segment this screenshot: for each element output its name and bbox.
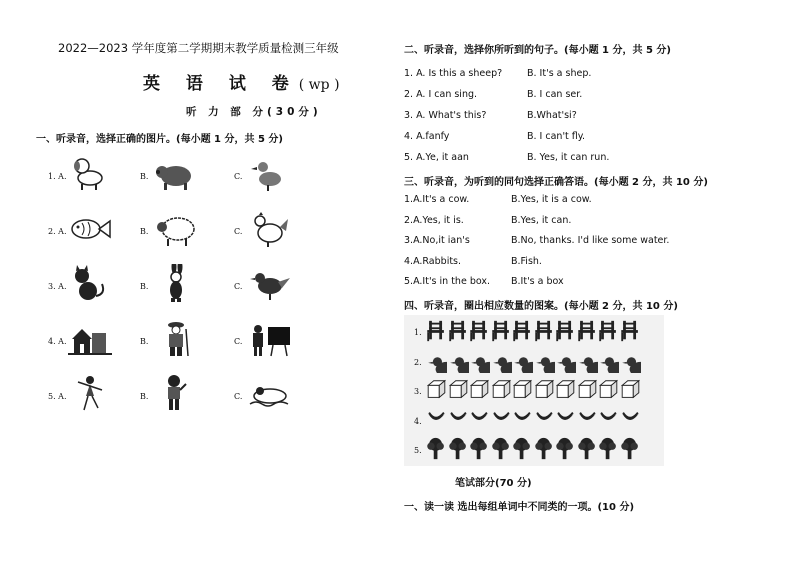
count-row [404,318,664,344]
option-label: 3. A. [48,282,67,291]
option-label: 5. A. [48,392,67,401]
bird-icon[interactable] [426,349,447,373]
section1-picture-grid [44,150,310,415]
option-b[interactable]: B. It's a shep. [527,68,592,79]
bird-icon[interactable] [598,349,619,373]
option-b[interactable]: B.It's a box [511,276,564,287]
answer-row [404,256,774,270]
teacher-icon[interactable] [248,319,292,359]
chair-icon[interactable] [512,319,533,343]
hen-icon[interactable] [248,209,292,249]
page-title [143,69,340,94]
section3-heading: 三、听录音，为听到的同句选择正确答语。(每小题 2 分，共 10 分) [404,177,708,188]
banana-icon[interactable] [534,408,555,432]
row-number: 3. [414,387,422,396]
box-icon[interactable] [555,378,576,402]
box-icon[interactable] [469,378,490,402]
option-label: B. [140,282,149,291]
tree-icon[interactable] [491,437,512,461]
answer-row [404,194,774,208]
section1-heading: 一、听录音，选择正确的图片。(每小题 1 分，共 5 分) [36,134,283,145]
bird-icon[interactable] [469,349,490,373]
option-a[interactable]: 5. A.Ye, it aan [404,152,469,163]
option-a[interactable]: 2. A. I can sing. [404,89,478,100]
rabbit-icon[interactable] [154,264,198,304]
option-a[interactable]: 3.A.No,it ian's [404,235,470,246]
tree-icon[interactable] [534,437,555,461]
option-a[interactable]: 4. A.fanfy [404,131,450,142]
option-label: C. [234,392,243,401]
bird-icon[interactable] [620,349,641,373]
exam-header: 2022—2023 学年度第二学期期末教学质量检测三年级 [58,41,339,55]
chair-icon[interactable] [598,319,619,343]
option-label: B. [140,227,149,236]
option-b[interactable]: B. Yes, it can run. [527,152,610,163]
title-text: 英 语 试 卷 [143,74,299,94]
section4-picture-panel [404,315,664,466]
tree-icon[interactable] [598,437,619,461]
banana-icon[interactable] [620,408,641,432]
option-label: B. [140,172,149,181]
bird-icon[interactable] [448,349,469,373]
option-label: B. [140,337,149,346]
tree-icon[interactable] [448,437,469,461]
box-icon[interactable] [577,378,598,402]
tree-icon[interactable] [426,437,447,461]
answer-row [404,215,774,229]
row-number: 4. [414,416,422,426]
chair-icon[interactable] [620,319,641,343]
banana-icon[interactable] [598,408,619,432]
fish-icon[interactable] [68,209,112,249]
chair-icon[interactable] [426,319,447,343]
option-a[interactable]: 3. A. What's this? [404,110,487,121]
section1-row [44,315,310,367]
option-label: 1. A. [48,172,67,181]
cat-icon[interactable] [68,264,112,304]
banana-icon[interactable] [555,408,576,432]
pig-icon[interactable] [154,154,198,194]
section1-row [44,370,310,422]
banana-icon[interactable] [491,408,512,432]
row-number: 2. [414,357,422,367]
title-suffix: ( wp ) [298,77,340,93]
tree-icon[interactable] [469,437,490,461]
dancer-icon[interactable] [68,374,112,414]
answer-row [404,68,774,82]
banana-icon[interactable] [469,408,490,432]
chair-icon[interactable] [534,319,555,343]
banana-icon[interactable] [512,408,533,432]
bird-icon[interactable] [534,349,555,373]
box-icon[interactable] [620,378,641,402]
answer-row [404,152,774,166]
banana-icon[interactable] [577,408,598,432]
banana-icon[interactable] [448,408,469,432]
tree-icon[interactable] [577,437,598,461]
chair-icon[interactable] [491,319,512,343]
option-label: C. [234,227,243,236]
tree-icon[interactable] [512,437,533,461]
bird-icon[interactable] [577,349,598,373]
option-label: C. [234,337,243,346]
option-b[interactable]: B.What'si? [527,110,577,121]
sheep-icon[interactable] [154,209,198,249]
tree-icon[interactable] [620,437,641,461]
farmer-icon[interactable] [154,319,198,359]
bird-icon[interactable] [248,264,292,304]
option-label: 2. A. [48,227,67,236]
option-a[interactable]: 1. A. Is this a sheep? [404,68,503,79]
option-label: C. [234,172,243,181]
box-icon[interactable] [512,378,533,402]
singer-icon[interactable] [154,374,198,414]
option-a[interactable]: 4.A.Rabbits. [404,255,462,267]
option-label: C. [234,282,243,291]
bird-icon[interactable] [491,349,512,373]
option-label: 4. A. [48,337,67,346]
bird-icon[interactable] [512,349,533,373]
box-icon[interactable] [448,378,469,402]
chair-icon[interactable] [469,319,490,343]
listening-part-heading: 听 力 部 分(30分) [186,106,322,118]
tree-icon[interactable] [555,437,576,461]
row-number: 5. [414,446,422,455]
option-a[interactable]: 1.A.It's a cow. [404,194,470,205]
box-icon[interactable] [491,378,512,402]
chair-icon[interactable] [555,319,576,343]
option-b[interactable]: B.Yes, it can. [511,214,572,226]
answer-row [404,276,774,290]
section-read-heading: 一、读一读 选出每组单词中不同类的一项。(10 分) [404,502,635,513]
written-part-heading: 笔试部分(70 分) [455,478,532,489]
option-a[interactable]: 5.A.It's in the box. [404,276,491,287]
banana-icon[interactable] [426,408,447,432]
option-b[interactable]: B. I can't fly. [527,131,586,142]
chair-icon[interactable] [448,319,469,343]
option-b[interactable]: B.Yes, it is a cow. [511,194,592,205]
section2-heading: 二、听录音，选择你所听到的句子。(每小题 1 分，共 5 分) [404,45,671,56]
section4-heading: 四、听录音，圈出相应数量的图案。(每小题 2 分，共 10 分) [404,301,678,312]
section1-row [44,150,310,202]
option-label: B. [140,392,149,401]
answer-row [404,89,774,103]
count-row [404,436,664,462]
chair-icon[interactable] [577,319,598,343]
answer-row [404,131,774,145]
box-icon[interactable] [426,378,447,402]
count-row [404,348,664,374]
farm-icon[interactable] [68,319,112,359]
swimmer-icon[interactable] [248,374,292,414]
option-b[interactable]: B.No, thanks. I'd like some water. [511,235,670,246]
answer-row [404,235,774,249]
count-row [404,377,664,403]
option-b[interactable]: B. I can ser. [527,89,583,100]
row-number: 1. [414,328,422,337]
box-icon[interactable] [598,378,619,402]
box-icon[interactable] [534,378,555,402]
option-a[interactable]: 2.A.Yes, it is. [404,214,464,226]
count-row [404,407,664,433]
option-b[interactable]: B.Fish. [511,255,542,267]
bird-icon[interactable] [555,349,576,373]
duck-icon[interactable] [248,154,292,194]
answer-row [404,110,774,124]
dog-icon[interactable] [68,154,112,194]
section1-row [44,205,310,257]
section1-row [44,260,310,312]
